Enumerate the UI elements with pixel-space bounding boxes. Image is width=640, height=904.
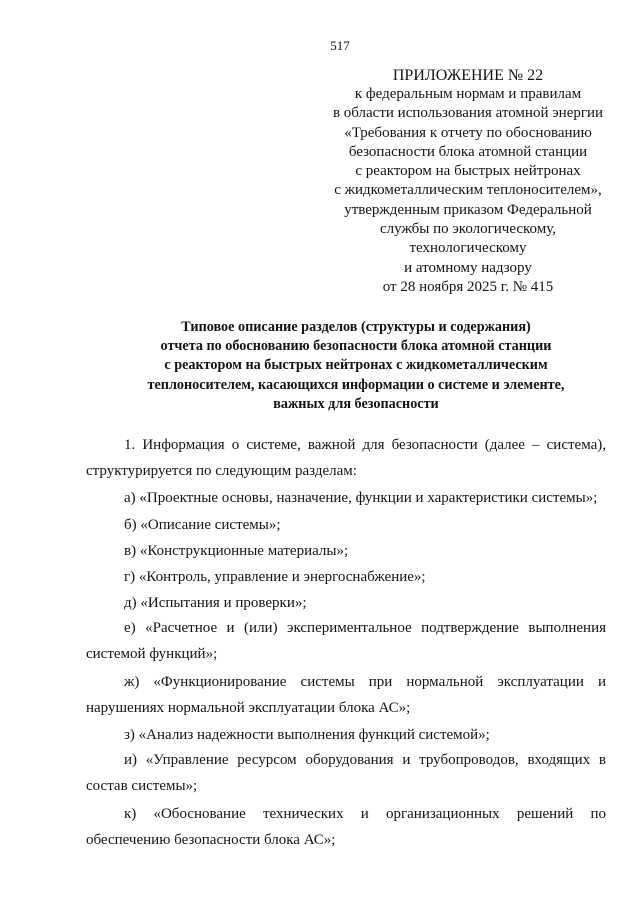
appendix-heading: ПРИЛОЖЕНИЕ № 22 — [392, 67, 544, 84]
list-item-a: а) «Проектные основы, назначение, функции и характеристики системы»; — [124, 490, 598, 506]
title-line: теплоносителем, касающихся информации о системе и элементе, — [147, 376, 565, 393]
title-line: важных для безопасности — [273, 395, 439, 412]
title-line: с реактором на быстрых нейтронах с жидкометаллическим — [164, 357, 548, 374]
page-number: 517 — [330, 38, 350, 53]
appendix-line: к федеральным нормам и правилам — [354, 86, 582, 102]
list-item-d: д) «Испытания и проверки»; — [124, 595, 307, 611]
list-item-v: в) «Конструкционные материалы»; — [124, 543, 349, 559]
appendix-line: в области использования атомной энергии — [332, 105, 604, 122]
appendix-line: безопасности блока атомной станции — [348, 143, 588, 160]
list-item-b: б) «Описание системы»; — [124, 517, 281, 533]
list-item-k: к) «Обоснование технических и организационных решений по обеспечению безопасности блока АС»; — [86, 806, 606, 848]
list-item-i: и) «Управление ресурсом оборудования и трубопроводов, входящих в состав системы»; — [86, 752, 606, 794]
title-line: отчета по обоснованию безопасности блока атомной станции — [160, 338, 552, 355]
appendix-line: технологическому — [409, 240, 527, 257]
list-item-e: е) «Расчетное и (или) экспериментальное подтверждение выполнения системой функций»; — [86, 620, 606, 662]
appendix-block — [290, 66, 640, 297]
appendix-line: и атомному надзору — [404, 259, 532, 276]
appendix-line: «Требования к отчету по обоснованию — [344, 124, 592, 141]
title-line: Типовое описание разделов (структуры и содержания) — [181, 319, 531, 335]
appendix-line: службы по экологическому, — [380, 221, 556, 238]
list-item-g: г) «Контроль, управление и энергоснабжение»; — [124, 569, 426, 585]
document-title — [130, 318, 582, 414]
list-item-z: з) «Анализ надежности выполнения функций системой»; — [124, 727, 490, 743]
appendix-line: с реактором на быстрых нейтронах — [355, 163, 581, 180]
paragraph-intro: 1. Информация о системе, важной для безопасности (далее – система), структурируется по следующим разделам: — [86, 437, 606, 479]
appendix-line: с жидкометаллическим теплоносителем», — [334, 182, 602, 199]
list-item-zh: ж) «Функционирование системы при нормальной эксплуатации и нарушениях нормальной эксплуатации блока АС»; — [86, 674, 606, 716]
appendix-line: от 28 ноября 2025 г. № 415 — [382, 278, 554, 295]
appendix-line: утвержденным приказом Федеральной — [344, 201, 592, 218]
